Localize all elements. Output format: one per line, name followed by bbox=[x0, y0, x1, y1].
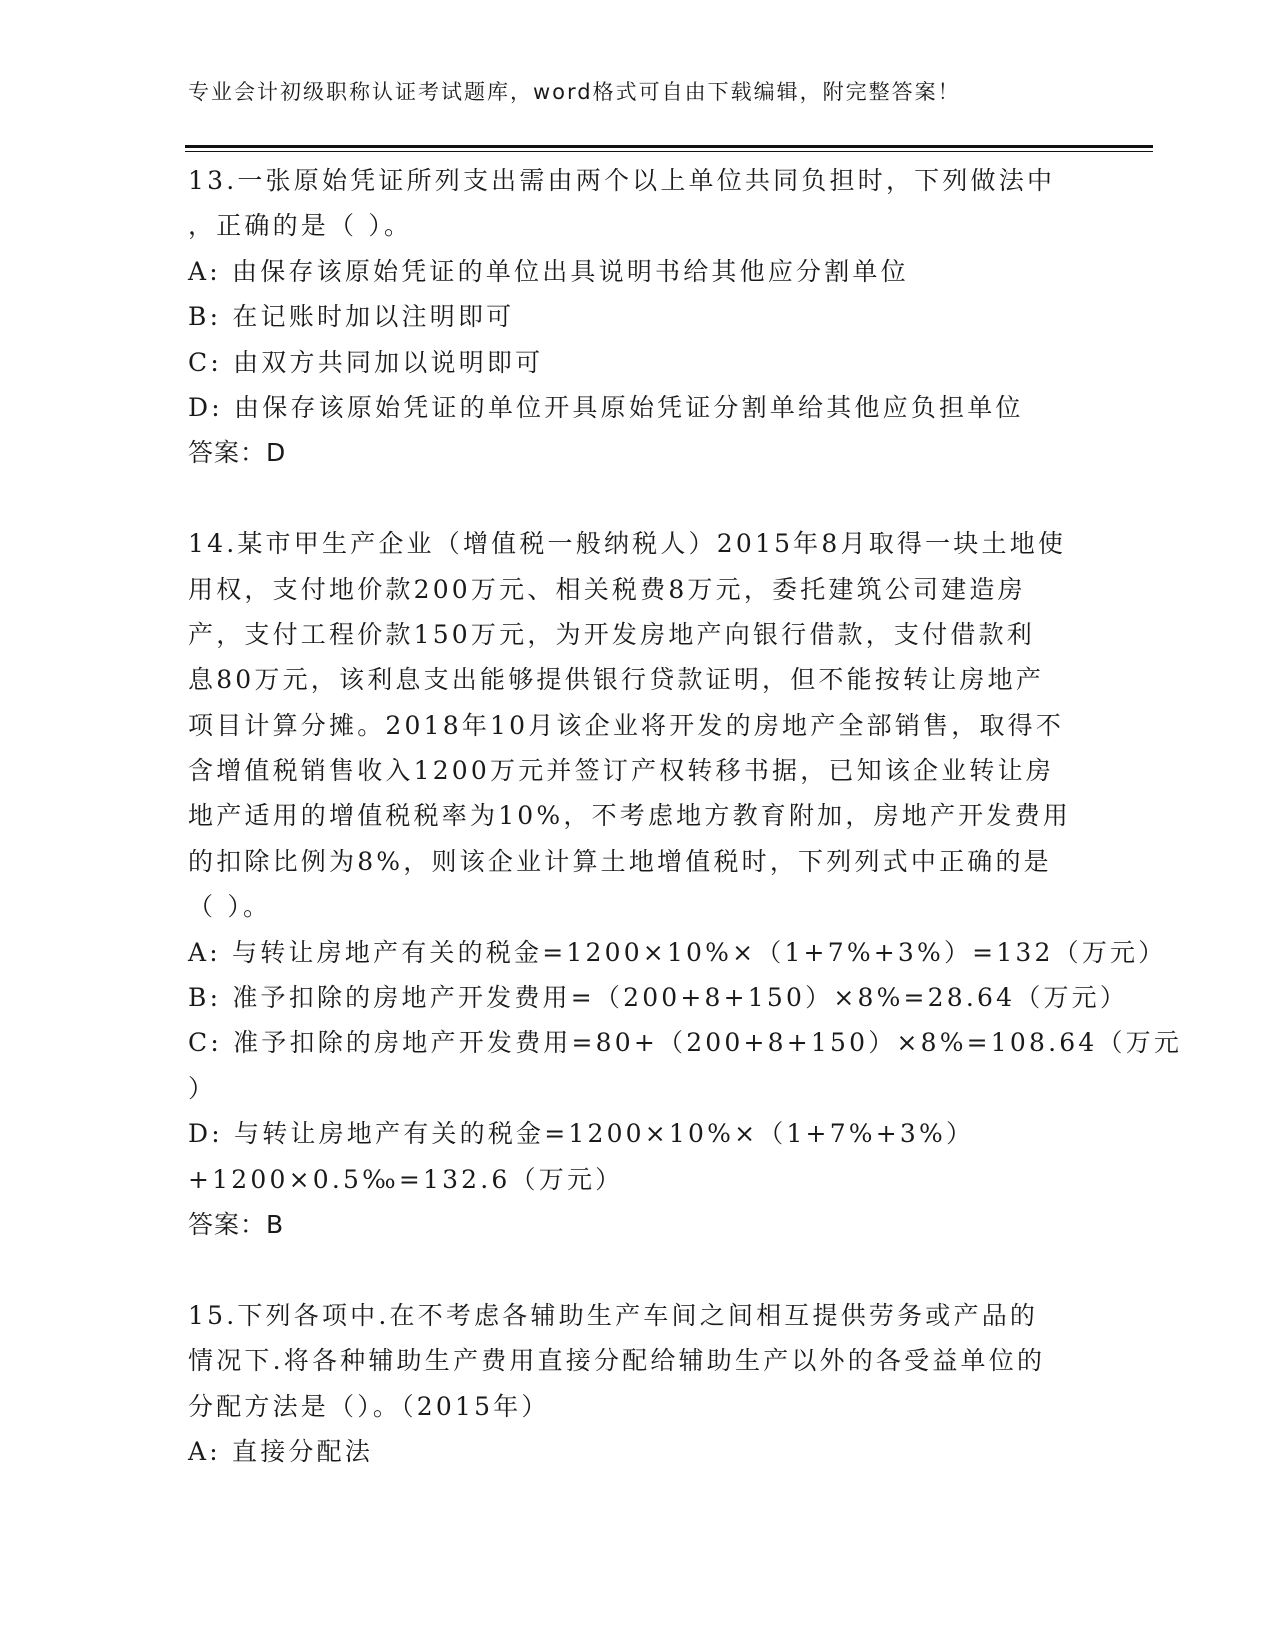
option-b: B: 在记账时加以注明即可 bbox=[188, 302, 515, 332]
header-divider-thin bbox=[185, 151, 1153, 152]
question-stem-line: 产，支付工程价款150万元，为开发房地产向银行借款，支付借款利 bbox=[188, 619, 1035, 649]
question-13 bbox=[188, 158, 1088, 476]
header-divider-thick bbox=[185, 145, 1153, 148]
question-stem-line: 15.下列各项中.在不考虑各辅助生产车间之间相互提供劳务或产品的 bbox=[188, 1300, 1039, 1330]
option-b: B: 准予扣除的房地产开发费用=（200+8+150）×8%=28.64（万元） bbox=[188, 983, 1129, 1013]
question-stem-line: 地产适用的增值税税率为10%，不考虑地方教育附加，房地产开发费用 bbox=[188, 801, 1071, 831]
option-c: C: 准予扣除的房地产开发费用=80+（200+8+150）×8%=108.64（万元 bbox=[188, 1028, 1183, 1058]
answer-label: 答案：D bbox=[188, 438, 287, 468]
option-a: A: 直接分配法 bbox=[188, 1436, 374, 1466]
question-stem-line: 息80万元，该利息支出能够提供银行贷款证明，但不能按转让房地产 bbox=[188, 665, 1045, 695]
question-stem-line: 项目计算分摊。2018年10月该企业将开发的房地产全部销售，取得不 bbox=[188, 710, 1065, 740]
option-c-continued: ） bbox=[188, 1073, 217, 1103]
question-stem-line: 的扣除比例为8%，则该企业计算土地增值税时，下列列式中正确的是 bbox=[188, 846, 1052, 876]
option-d-continued: +1200×0.5‰=132.6（万元） bbox=[188, 1164, 624, 1194]
question-stem-line: 分配方法是（）。（2015年） bbox=[188, 1391, 550, 1421]
page-header: 专业会计初级职称认证考试题库，word格式可自由下载编辑，附完整答案！ bbox=[188, 80, 961, 104]
question-list bbox=[188, 158, 1183, 1474]
option-d: D: 与转让房地产有关的税金=1200×10%×（1+7%+3%） bbox=[188, 1119, 975, 1149]
question-stem-line: （ ）。 bbox=[188, 892, 272, 922]
question-stem-line: 情况下.将各种辅助生产费用直接分配给辅助生产以外的各受益单位的 bbox=[188, 1346, 1046, 1376]
option-a: A: 由保存该原始凭证的单位出具说明书给其他应分割单位 bbox=[188, 256, 909, 286]
option-d: D: 由保存该原始凭证的单位开具原始凭证分割单给其他应负担单位 bbox=[188, 392, 1024, 422]
question-15 bbox=[188, 1293, 1088, 1475]
question-14 bbox=[188, 521, 1183, 1247]
question-stem-line: 14.某市甲生产企业（增值税一般纳税人）2015年8月取得一块土地使 bbox=[188, 529, 1067, 559]
question-stem-line: 13.一张原始凭证所列支出需由两个以上单位共同负担时，下列做法中 bbox=[188, 166, 1056, 195]
question-stem-line: ，正确的是（ ）。 bbox=[188, 211, 413, 241]
question-stem-line: 含增值税销售收入1200万元并签订产权转移书据，已知该企业转让房 bbox=[188, 756, 1055, 786]
question-stem-line: 用权，支付地价款200万元、相关税费8万元，委托建筑公司建造房 bbox=[188, 574, 1026, 604]
question-spacer bbox=[188, 1247, 1088, 1292]
answer-label: 答案：B bbox=[188, 1209, 285, 1239]
option-c: C: 由双方共同加以说明即可 bbox=[188, 347, 544, 377]
option-a: A: 与转让房地产有关的税金=1200×10%×（1+7%+3%）=132（万元） bbox=[188, 937, 1167, 967]
question-spacer bbox=[188, 476, 1088, 521]
